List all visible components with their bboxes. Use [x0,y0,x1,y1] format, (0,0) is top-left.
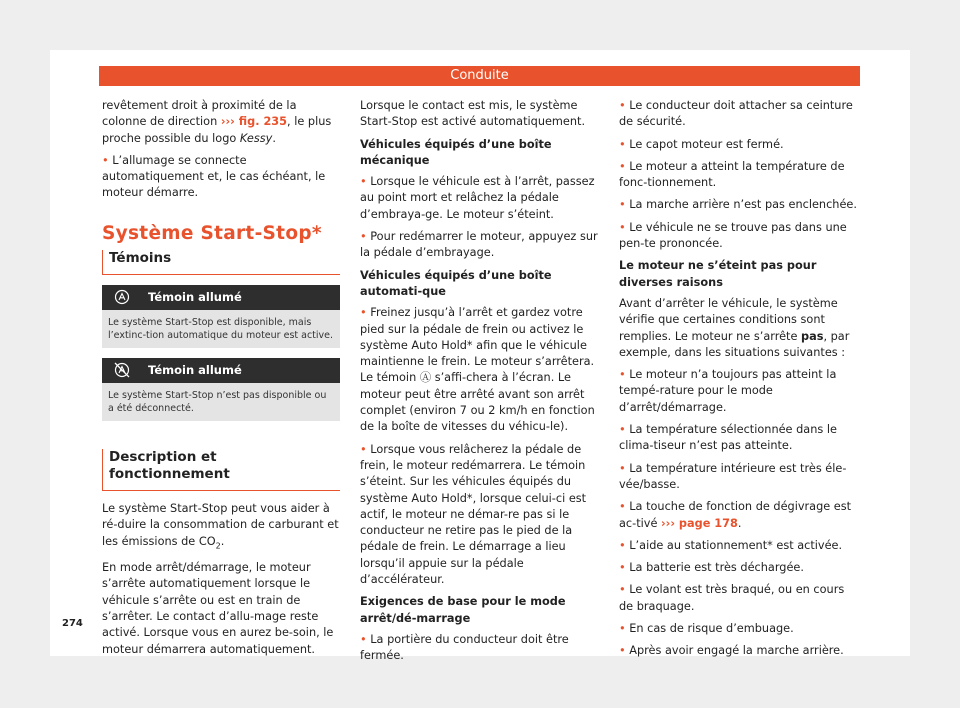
bullet-item: • La marche arrière n’est pas enclenchée. [619,198,857,212]
indicator-title: Témoin allumé [148,290,242,305]
heading: Véhicules équipés d’une boîte automati-que [360,268,552,298]
paragraph: Avant d’arrêter le véhicule, le système vérifie que certaines conditions sont remplies. Le moteur ne s’arrête pas, par exemple, dans les situations suivantes : [619,296,850,359]
start-stop-icon [113,289,131,305]
indicator-title: Témoin allumé [148,363,242,378]
bullet-item: • Le conducteur doit attacher sa ceinture de sécurité. [619,99,853,129]
column-1 [102,98,340,664]
bullet-item: • Lorsque vous relâcherez la pédale de frein, le moteur redémarrera. Le témoin s’éteint. Sur les véhicules équipés du système Auto Hold*, lorsque celui-ci est actif, le moteur ne démar-re pas si le conducteur ne retire pas le pied de la pédale de frein. Le démarrage a lieu lorsqu’il appuie sur la pédale d’accélérateur. [360,442,587,587]
bullet-item: • Après avoir engagé la marche arrière. [619,644,844,658]
bullet-item: • La température intérieure est très éle-vée/basse. [619,461,847,491]
bullet-item: • La touche de fonction de dégivrage est ac-tivé ››› page 178. [619,500,852,530]
heading: Exigences de base pour le mode arrêt/dé-marrage [360,595,566,625]
fig-link[interactable]: ››› fig. 235 [220,115,288,129]
subsection-title: Témoins [102,250,340,275]
section-header: Conduite [99,66,860,86]
heading: Véhicules équipés d’une boîte mécanique [360,137,552,167]
bullet-item: • Le moteur a atteint la température de fonc-tionnement. [619,159,845,190]
bullet-item: • Le véhicule ne se trouve pas dans une pen-te prononcée. [619,220,847,251]
bullet-item: • Freinez jusqu’à l’arrêt et gardez votre pied sur la pédale de frein ou activez le système Auto Hold* afin que le véhicule maintienne le frein. Le moteur s’arrêtera. Le témoin Ⓐ s’affi-chera à l’écran. Le moteur peut être arrêté avant son arrêt complet (environ 7 ou 2 km/h en fonction de la boîte de vitesses du véhicu-le). [360,306,595,434]
start-stop-off-icon [113,362,131,378]
bullet-item: • Lorsque le véhicule est à l’arrêt, passez au point mort et relâchez la pédale d’embraya-ge. Le moteur s’éteint. [360,175,595,221]
page-number: 274 [62,618,83,629]
bullet-item: • La portière du conducteur doit être fermée. [360,632,569,663]
paragraph: Le système Start-Stop peut vous aider à ré-duire la consommation de carburant et les émissions de $CO_2$. [102,501,339,550]
indicator-header [102,285,340,310]
bullet-item: • Le capot moteur est fermé. [619,137,784,151]
paragraph: En mode arrêt/démarrage, le moteur s’arrête automatiquement lorsque le véhicule s’arrête ou est en train de s’arrêter. Le contact d’allu-mage reste activé. Lorsque vous en aurez be-soin, le moteur démarrera automatiquement. [102,561,334,656]
page-link[interactable]: ››› page 178 [661,516,738,530]
column-2 [360,98,598,671]
subsection-title: Description et fonctionnement [102,449,340,491]
paragraph: revêtement droit à proximité de la colonne de direction ››› fig. 235, le plus proche possible du logo Kessy. [102,99,332,145]
indicator-header [102,358,340,383]
paragraph: Lorsque le contact est mis, le système Start-Stop est activé automatiquement. [360,99,586,129]
bullet-item: • En cas de risque d’embuage. [619,622,794,636]
indicator-description: Le système Start-Stop n’est pas disponible ou a été déconnecté. [102,383,340,421]
bullet-item: • La batterie est très déchargée. [619,561,804,575]
bullet-item: • L’allumage se connecte automatiquement et, le cas échéant, le moteur démarre. [102,153,326,200]
heading: Le moteur ne s’éteint pas pour diverses raisons [619,259,817,289]
bullet-item: • Pour redémarrer le moteur, appuyez sur la pédale d’embrayage. [360,230,598,260]
bullet-item: • L’aide au stationnement* est activée. [619,538,843,552]
column-3 [619,98,859,666]
bullet-item: • Le moteur n’a toujours pas atteint la tempé-rature pour le mode d’arrêt/démarrage. [619,368,837,414]
bullet-item: • La température sélectionnée dans le clima-tiseur n’est pas atteinte. [619,423,837,453]
bullet-item: • Le volant est très braqué, ou en cours de braquage. [619,583,845,613]
indicator-description: Le système Start-Stop est disponible, mais l’extinc-tion automatique du moteur est active. [102,310,340,348]
section-title: Système Start-Stop* [102,222,322,244]
